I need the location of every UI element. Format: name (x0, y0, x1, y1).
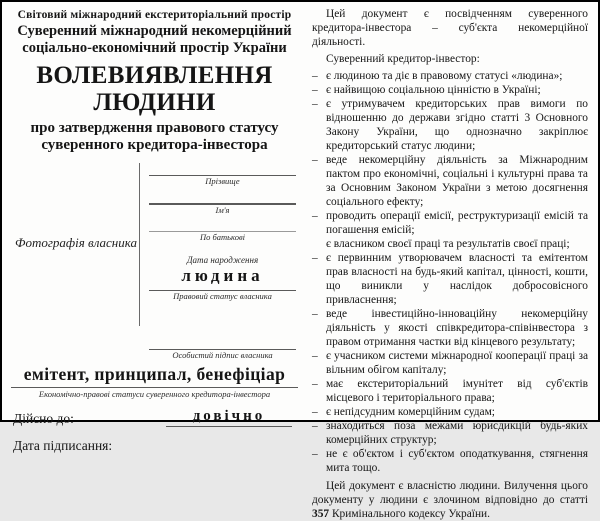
dash-marker: – (312, 252, 318, 264)
list-item (312, 447, 588, 475)
signature-field (149, 349, 296, 361)
closing-text-post: Кримінального кодексу України. (329, 508, 490, 520)
list-item (312, 83, 588, 97)
photo-label: Фотографія власника (15, 235, 137, 250)
surname-field (149, 175, 296, 187)
valid-until-value: довічно (166, 408, 292, 427)
list-item-text: є людиною та діє в правовому статусі «людина»; (326, 70, 563, 82)
right-column (305, 2, 598, 520)
dash-marker: – (312, 308, 318, 320)
dash-marker: – (312, 84, 318, 96)
list-item (312, 69, 588, 83)
validity-row (11, 408, 298, 427)
left-column (2, 2, 305, 453)
list-item-text: веде інвестиційно-інноваційну некомерційну діяльність у якості співкредитора-співінвестора з правом отримання частки від кінцевого результату; (326, 308, 588, 348)
list-item (312, 349, 588, 377)
list-item-text: не є об'єктом і суб'єктом оподаткування, стягнення мита тощо. (326, 448, 588, 474)
name-caption: Ім'я (215, 205, 230, 215)
valid-until-label: Дійсно до: (13, 411, 74, 426)
closing-paragraph (312, 479, 588, 521)
dash-marker: – (312, 70, 318, 82)
signature-caption: Особистий підпис власника (172, 350, 273, 360)
list-item (312, 377, 588, 405)
dash-marker: – (312, 378, 318, 390)
economic-statuses-caption: Економічно-правові статуси суверенного кредитора-інвестора (38, 389, 271, 399)
list-item (312, 153, 588, 209)
patronymic-field (149, 231, 296, 243)
list-item-text: є власником своєї праці та результатів своєї праці; (326, 238, 570, 250)
name-field (149, 203, 296, 216)
document-title: ВОЛЕВИЯВЛЕННЯ ЛЮДИНИ (36, 62, 273, 116)
intro-paragraph: Цей документ є посвідченням суверенного кредитора-інвестора – суб'єкта некомерційної діяльності. (312, 8, 588, 48)
list-item (312, 419, 588, 447)
closing-text-pre: Цей документ є власністю людини. Вилучення цього документу у людини є злочином відповідно до статті (312, 480, 588, 506)
legal-status-field (149, 290, 296, 302)
list-item-text: проводить операції емісії, реструктуризації емісій та погашення емісій; (326, 210, 588, 236)
list-item-text: знаходиться поза межами юрисдикцій будь-яких комерційних структур; (326, 420, 588, 446)
list-item (312, 307, 588, 349)
list-item-text: є найвищою соціальною цінністю в Україні; (326, 84, 541, 96)
list-item (312, 97, 588, 153)
list-item-text: веде некомерційну діяльність за Міжнародним пактом про економічні, соціальні і культурні права та за Основним Законом України з метою досягнення соціального ефекту; (326, 154, 588, 208)
list-item-text: є утримувачем кредиторських прав вимоги по відношенню до держави згідно статті 3 Основного Закону України, що однозначно закріплює кредиторський статус людини; (326, 98, 588, 152)
dash-marker: – (312, 420, 318, 432)
list-item-text: має екстериторіальний імунітет від суб'єктів місцевого і територіального права; (326, 378, 588, 404)
patronymic-caption: По батькові (200, 232, 245, 242)
document-header (11, 9, 298, 154)
photo-divider-line (139, 163, 140, 326)
closing-article-number: 357 (312, 508, 330, 520)
dash-marker: – (312, 210, 318, 222)
birthdate-caption: Дата народження (186, 255, 259, 265)
list-item (312, 251, 588, 307)
dash-marker: – (312, 406, 318, 418)
list-item-text: є первинним утворювачем власності та емітентом прав власності на будь-який капітал, цінності, кошти, що виникли у наслідок добросовісного привласнення; (326, 252, 588, 306)
signing-date-label: Дата підписання: (13, 438, 113, 453)
birthdate-field (149, 255, 296, 266)
header-space-line: Світовий міжнародний екстериторіальний простір (17, 9, 292, 21)
list-intro: Суверенний кредитор-інвестор: (326, 53, 480, 65)
list-item (312, 237, 588, 251)
dash-marker: – (312, 154, 318, 166)
dash-marker: – (312, 448, 318, 460)
surname-caption: Прізвище (205, 176, 240, 186)
economic-statuses-value: емітент, принципал, бенефіціар (11, 364, 298, 388)
legal-status-caption: Правовий статус власника (173, 291, 272, 301)
list-item (312, 405, 588, 419)
bullet-list (312, 69, 588, 475)
list-item-text: є непідсудним комерційним судам; (326, 406, 495, 418)
dash-marker: – (312, 350, 318, 362)
document-subtitle: про затвердження правового статусу суверенного кредитора-інвестора (30, 120, 279, 153)
form-area (11, 163, 298, 361)
list-item (312, 209, 588, 237)
list-item-text: є учасником системи міжнародної кооперації праці за вільним обігом капіталу; (326, 350, 588, 376)
dash-marker: – (312, 98, 318, 110)
header-sovereign-line: Суверенний міжнародний некомерційний соціально-економічний простір України (17, 23, 292, 56)
legal-status-value: людина (181, 266, 264, 285)
